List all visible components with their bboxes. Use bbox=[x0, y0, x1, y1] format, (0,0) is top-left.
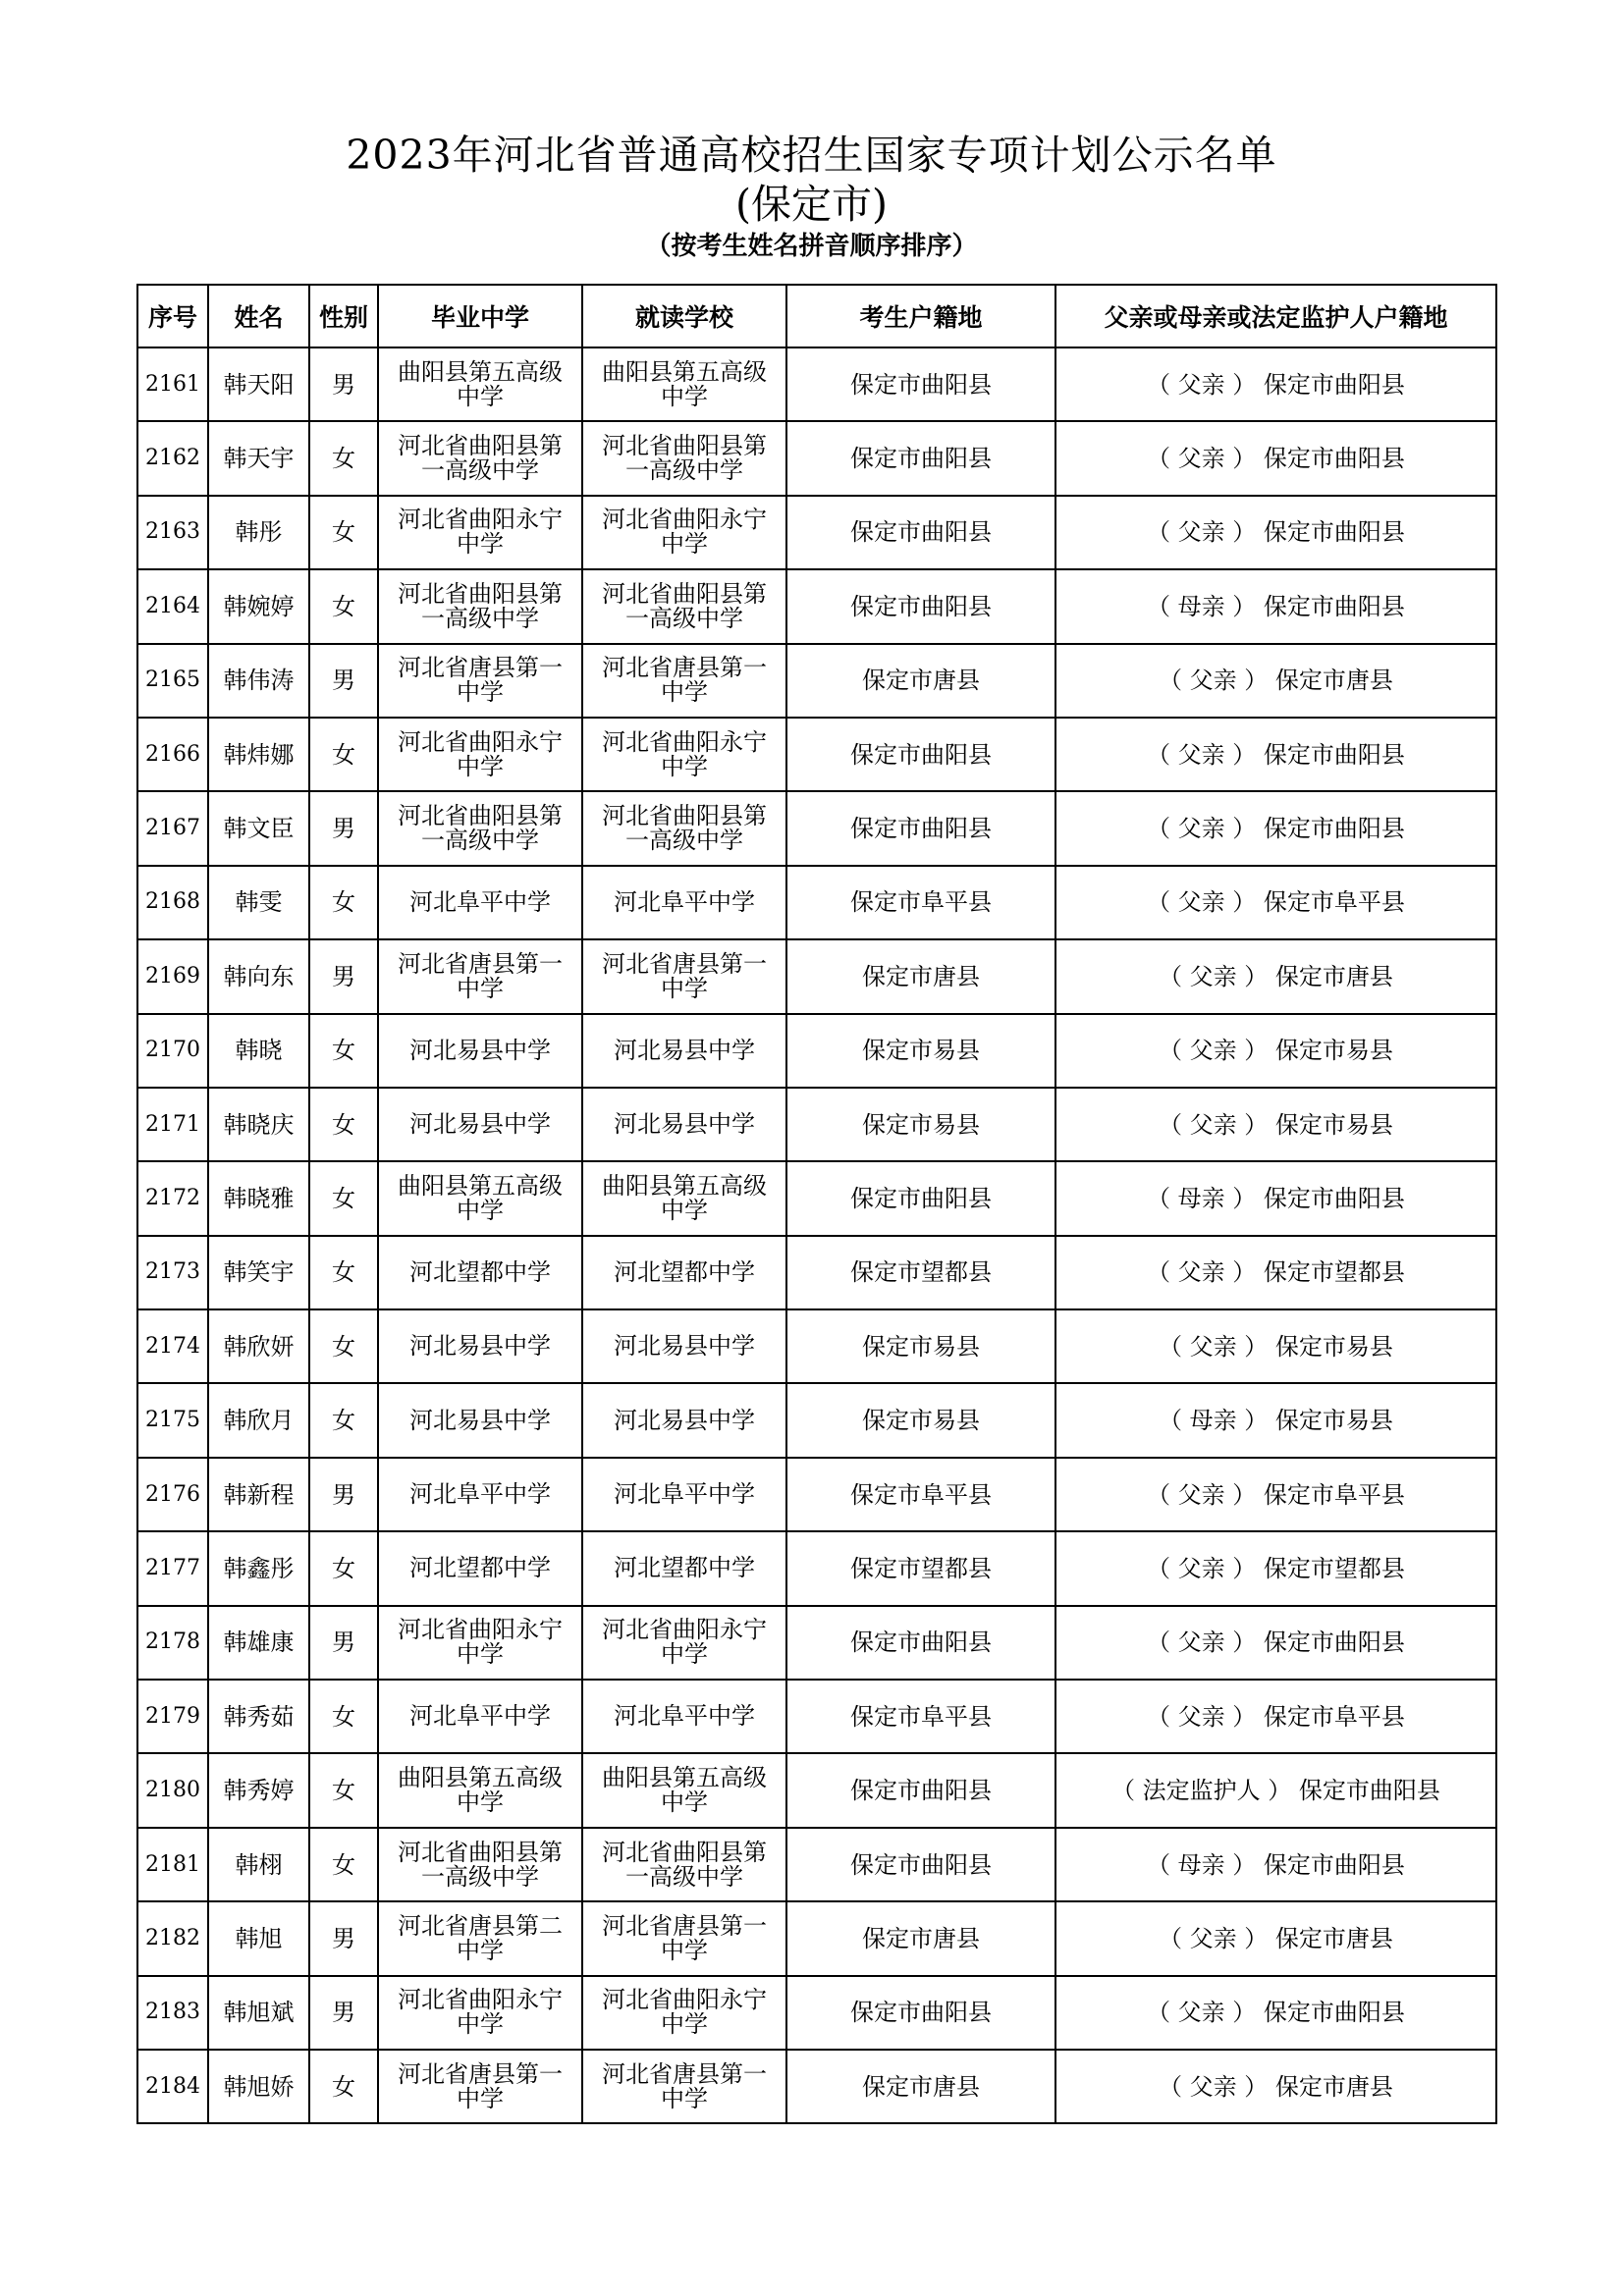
cell-grad-school: 河北省曲阳县第一高级中学 bbox=[378, 1828, 582, 1901]
col-header-no: 序号 bbox=[137, 285, 208, 347]
cell-gender: 女 bbox=[309, 1014, 378, 1088]
cell-grad-school: 河北望都中学 bbox=[378, 1531, 582, 1605]
cell-gender: 女 bbox=[309, 569, 378, 643]
cell-guardian-hukou: （ 法定监护人 ） 保定市曲阳县 bbox=[1055, 1753, 1496, 1827]
table-row bbox=[137, 1531, 1496, 1605]
cell-grad-school: 河北易县中学 bbox=[378, 1309, 582, 1383]
cell-study-school: 河北省曲阳县第一高级中学 bbox=[582, 791, 786, 865]
table-row bbox=[137, 1383, 1496, 1457]
cell-guardian-hukou: （ 父亲 ） 保定市唐县 bbox=[1055, 2050, 1496, 2123]
cell-study-school: 河北省唐县第一中学 bbox=[582, 644, 786, 718]
cell-study-school: 河北易县中学 bbox=[582, 1309, 786, 1383]
cell-guardian-hukou: （ 母亲 ） 保定市曲阳县 bbox=[1055, 1161, 1496, 1235]
cell-study-school: 曲阳县第五高级中学 bbox=[582, 1753, 786, 1827]
cell-study-school: 河北省曲阳县第一高级中学 bbox=[582, 1828, 786, 1901]
cell-name: 韩向东 bbox=[208, 939, 309, 1013]
table-row bbox=[137, 644, 1496, 718]
cell-guardian-hukou: （ 父亲 ） 保定市易县 bbox=[1055, 1088, 1496, 1161]
cell-study-school: 河北阜平中学 bbox=[582, 1680, 786, 1753]
cell-gender: 女 bbox=[309, 1531, 378, 1605]
cell-hukou: 保定市易县 bbox=[786, 1309, 1055, 1383]
cell-guardian-hukou: （ 父亲 ） 保定市唐县 bbox=[1055, 1901, 1496, 1975]
col-header-hukou: 考生户籍地 bbox=[786, 285, 1055, 347]
cell-grad-school: 河北易县中学 bbox=[378, 1014, 582, 1088]
cell-grad-school: 河北省唐县第一中学 bbox=[378, 939, 582, 1013]
cell-name: 韩栩 bbox=[208, 1828, 309, 1901]
cell-hukou: 保定市唐县 bbox=[786, 1901, 1055, 1975]
cell-guardian-hukou: （ 父亲 ） 保定市望都县 bbox=[1055, 1236, 1496, 1309]
cell-gender: 女 bbox=[309, 1753, 378, 1827]
table-body bbox=[137, 347, 1496, 2123]
cell-hukou: 保定市阜平县 bbox=[786, 866, 1055, 939]
cell-guardian-hukou: （ 父亲 ） 保定市曲阳县 bbox=[1055, 421, 1496, 495]
cell-name: 韩晓庆 bbox=[208, 1088, 309, 1161]
cell-guardian-hukou: （ 父亲 ） 保定市望都县 bbox=[1055, 1531, 1496, 1605]
cell-hukou: 保定市易县 bbox=[786, 1088, 1055, 1161]
cell-study-school: 河北望都中学 bbox=[582, 1531, 786, 1605]
col-header-gender: 性别 bbox=[309, 285, 378, 347]
cell-no: 2169 bbox=[137, 939, 208, 1013]
table-row bbox=[137, 1976, 1496, 2050]
table-row bbox=[137, 718, 1496, 791]
cell-gender: 女 bbox=[309, 496, 378, 569]
cell-guardian-hukou: （ 父亲 ） 保定市阜平县 bbox=[1055, 1680, 1496, 1753]
cell-study-school: 曲阳县第五高级中学 bbox=[582, 347, 786, 421]
cell-hukou: 保定市望都县 bbox=[786, 1236, 1055, 1309]
cell-no: 2172 bbox=[137, 1161, 208, 1235]
cell-study-school: 河北省曲阳永宁中学 bbox=[582, 718, 786, 791]
cell-name: 韩旭娇 bbox=[208, 2050, 309, 2123]
table-row bbox=[137, 1901, 1496, 1975]
cell-no: 2184 bbox=[137, 2050, 208, 2123]
cell-guardian-hukou: （ 父亲 ） 保定市阜平县 bbox=[1055, 1458, 1496, 1531]
cell-name: 韩欣月 bbox=[208, 1383, 309, 1457]
table-row bbox=[137, 866, 1496, 939]
cell-no: 2166 bbox=[137, 718, 208, 791]
cell-hukou: 保定市阜平县 bbox=[786, 1680, 1055, 1753]
cell-name: 韩彤 bbox=[208, 496, 309, 569]
cell-hukou: 保定市曲阳县 bbox=[786, 718, 1055, 791]
cell-guardian-hukou: （ 父亲 ） 保定市曲阳县 bbox=[1055, 1606, 1496, 1680]
cell-no: 2165 bbox=[137, 644, 208, 718]
cell-study-school: 河北望都中学 bbox=[582, 1236, 786, 1309]
table-row bbox=[137, 1014, 1496, 1088]
cell-grad-school: 曲阳县第五高级中学 bbox=[378, 347, 582, 421]
cell-no: 2170 bbox=[137, 1014, 208, 1088]
cell-no: 2177 bbox=[137, 1531, 208, 1605]
cell-gender: 男 bbox=[309, 939, 378, 1013]
cell-no: 2180 bbox=[137, 1753, 208, 1827]
cell-gender: 男 bbox=[309, 1606, 378, 1680]
cell-study-school: 河北省曲阳永宁中学 bbox=[582, 496, 786, 569]
cell-grad-school: 河北省曲阳永宁中学 bbox=[378, 496, 582, 569]
table-row bbox=[137, 1088, 1496, 1161]
cell-gender: 女 bbox=[309, 718, 378, 791]
cell-guardian-hukou: （ 父亲 ） 保定市唐县 bbox=[1055, 644, 1496, 718]
cell-study-school: 曲阳县第五高级中学 bbox=[582, 1161, 786, 1235]
cell-name: 韩笑宇 bbox=[208, 1236, 309, 1309]
cell-no: 2171 bbox=[137, 1088, 208, 1161]
cell-guardian-hukou: （ 父亲 ） 保定市唐县 bbox=[1055, 939, 1496, 1013]
cell-study-school: 河北省唐县第一中学 bbox=[582, 939, 786, 1013]
cell-guardian-hukou: （ 父亲 ） 保定市阜平县 bbox=[1055, 866, 1496, 939]
cell-name: 韩晓雅 bbox=[208, 1161, 309, 1235]
table-header-row bbox=[137, 285, 1496, 347]
cell-hukou: 保定市易县 bbox=[786, 1383, 1055, 1457]
cell-guardian-hukou: （ 母亲 ） 保定市曲阳县 bbox=[1055, 569, 1496, 643]
cell-study-school: 河北省曲阳县第一高级中学 bbox=[582, 569, 786, 643]
cell-gender: 女 bbox=[309, 1088, 378, 1161]
cell-name: 韩旭 bbox=[208, 1901, 309, 1975]
cell-study-school: 河北省唐县第一中学 bbox=[582, 1901, 786, 1975]
cell-name: 韩秀茹 bbox=[208, 1680, 309, 1753]
cell-no: 2162 bbox=[137, 421, 208, 495]
cell-no: 2163 bbox=[137, 496, 208, 569]
cell-no: 2183 bbox=[137, 1976, 208, 2050]
cell-hukou: 保定市唐县 bbox=[786, 644, 1055, 718]
cell-study-school: 河北易县中学 bbox=[582, 1014, 786, 1088]
table-row bbox=[137, 1236, 1496, 1309]
cell-name: 韩婉婷 bbox=[208, 569, 309, 643]
cell-gender: 男 bbox=[309, 1901, 378, 1975]
cell-name: 韩秀婷 bbox=[208, 1753, 309, 1827]
cell-gender: 女 bbox=[309, 2050, 378, 2123]
cell-no: 2168 bbox=[137, 866, 208, 939]
cell-gender: 女 bbox=[309, 866, 378, 939]
cell-gender: 女 bbox=[309, 1309, 378, 1383]
cell-grad-school: 河北省曲阳县第一高级中学 bbox=[378, 791, 582, 865]
cell-name: 韩文臣 bbox=[208, 791, 309, 865]
sort-note: （按考生姓名拼音顺序排序） bbox=[645, 232, 978, 261]
cell-hukou: 保定市曲阳县 bbox=[786, 791, 1055, 865]
cell-grad-school: 河北省唐县第一中学 bbox=[378, 644, 582, 718]
cell-gender: 女 bbox=[309, 1383, 378, 1457]
col-header-guardian-hukou: 父亲或母亲或法定监护人户籍地 bbox=[1055, 285, 1496, 347]
table-row bbox=[137, 1828, 1496, 1901]
cell-no: 2161 bbox=[137, 347, 208, 421]
table-row bbox=[137, 1458, 1496, 1531]
cell-grad-school: 河北阜平中学 bbox=[378, 1458, 582, 1531]
cell-no: 2176 bbox=[137, 1458, 208, 1531]
cell-gender: 女 bbox=[309, 1680, 378, 1753]
cell-grad-school: 河北省曲阳县第一高级中学 bbox=[378, 569, 582, 643]
table-row bbox=[137, 1680, 1496, 1753]
table-row bbox=[137, 791, 1496, 865]
cell-name: 韩雯 bbox=[208, 866, 309, 939]
col-header-study-school: 就读学校 bbox=[582, 285, 786, 347]
cell-hukou: 保定市曲阳县 bbox=[786, 1828, 1055, 1901]
cell-no: 2178 bbox=[137, 1606, 208, 1680]
cell-hukou: 保定市易县 bbox=[786, 1014, 1055, 1088]
cell-grad-school: 河北阜平中学 bbox=[378, 866, 582, 939]
document-title: 2023年河北省普通高校招生国家专项计划公示名单 bbox=[346, 132, 1277, 179]
cell-grad-school: 河北望都中学 bbox=[378, 1236, 582, 1309]
cell-hukou: 保定市唐县 bbox=[786, 939, 1055, 1013]
cell-hukou: 保定市曲阳县 bbox=[786, 1976, 1055, 2050]
cell-no: 2173 bbox=[137, 1236, 208, 1309]
cell-study-school: 河北易县中学 bbox=[582, 1383, 786, 1457]
cell-hukou: 保定市唐县 bbox=[786, 2050, 1055, 2123]
cell-guardian-hukou: （ 父亲 ） 保定市易县 bbox=[1055, 1309, 1496, 1383]
cell-grad-school: 曲阳县第五高级中学 bbox=[378, 1161, 582, 1235]
cell-study-school: 河北易县中学 bbox=[582, 1088, 786, 1161]
table-row bbox=[137, 496, 1496, 569]
table-row bbox=[137, 1753, 1496, 1827]
cell-grad-school: 河北省曲阳永宁中学 bbox=[378, 1606, 582, 1680]
cell-name: 韩天阳 bbox=[208, 347, 309, 421]
cell-guardian-hukou: （ 母亲 ） 保定市易县 bbox=[1055, 1383, 1496, 1457]
table-row bbox=[137, 939, 1496, 1013]
cell-gender: 女 bbox=[309, 421, 378, 495]
table-row bbox=[137, 347, 1496, 421]
table-row bbox=[137, 1606, 1496, 1680]
cell-grad-school: 河北省曲阳永宁中学 bbox=[378, 718, 582, 791]
cell-study-school: 河北省曲阳县第一高级中学 bbox=[582, 421, 786, 495]
table-row bbox=[137, 1161, 1496, 1235]
table-row bbox=[137, 2050, 1496, 2123]
cell-grad-school: 河北易县中学 bbox=[378, 1383, 582, 1457]
cell-hukou: 保定市阜平县 bbox=[786, 1458, 1055, 1531]
cell-name: 韩天宇 bbox=[208, 421, 309, 495]
roster-table bbox=[136, 284, 1497, 2124]
cell-no: 2179 bbox=[137, 1680, 208, 1753]
cell-grad-school: 河北省曲阳永宁中学 bbox=[378, 1976, 582, 2050]
table-row bbox=[137, 569, 1496, 643]
cell-gender: 女 bbox=[309, 1236, 378, 1309]
cell-no: 2181 bbox=[137, 1828, 208, 1901]
cell-hukou: 保定市曲阳县 bbox=[786, 1161, 1055, 1235]
cell-no: 2175 bbox=[137, 1383, 208, 1457]
cell-hukou: 保定市曲阳县 bbox=[786, 1753, 1055, 1827]
col-header-name: 姓名 bbox=[208, 285, 309, 347]
document-subtitle: (保定市) bbox=[735, 181, 888, 228]
cell-name: 韩新程 bbox=[208, 1458, 309, 1531]
cell-hukou: 保定市曲阳县 bbox=[786, 569, 1055, 643]
cell-gender: 女 bbox=[309, 1161, 378, 1235]
cell-study-school: 河北省唐县第一中学 bbox=[582, 2050, 786, 2123]
cell-guardian-hukou: （ 父亲 ） 保定市易县 bbox=[1055, 1014, 1496, 1088]
cell-guardian-hukou: （ 父亲 ） 保定市曲阳县 bbox=[1055, 791, 1496, 865]
cell-guardian-hukou: （ 母亲 ） 保定市曲阳县 bbox=[1055, 1828, 1496, 1901]
cell-name: 韩雄康 bbox=[208, 1606, 309, 1680]
cell-gender: 男 bbox=[309, 1458, 378, 1531]
table-row bbox=[137, 421, 1496, 495]
cell-name: 韩伟涛 bbox=[208, 644, 309, 718]
cell-guardian-hukou: （ 父亲 ） 保定市曲阳县 bbox=[1055, 718, 1496, 791]
cell-study-school: 河北阜平中学 bbox=[582, 866, 786, 939]
cell-hukou: 保定市曲阳县 bbox=[786, 496, 1055, 569]
cell-grad-school: 河北省唐县第二中学 bbox=[378, 1901, 582, 1975]
cell-hukou: 保定市望都县 bbox=[786, 1531, 1055, 1605]
cell-guardian-hukou: （ 父亲 ） 保定市曲阳县 bbox=[1055, 496, 1496, 569]
cell-hukou: 保定市曲阳县 bbox=[786, 347, 1055, 421]
cell-grad-school: 河北阜平中学 bbox=[378, 1680, 582, 1753]
cell-hukou: 保定市曲阳县 bbox=[786, 1606, 1055, 1680]
cell-gender: 男 bbox=[309, 347, 378, 421]
cell-no: 2164 bbox=[137, 569, 208, 643]
cell-hukou: 保定市曲阳县 bbox=[786, 421, 1055, 495]
cell-study-school: 河北阜平中学 bbox=[582, 1458, 786, 1531]
cell-guardian-hukou: （ 父亲 ） 保定市曲阳县 bbox=[1055, 347, 1496, 421]
cell-grad-school: 河北省曲阳县第一高级中学 bbox=[378, 421, 582, 495]
cell-no: 2182 bbox=[137, 1901, 208, 1975]
cell-guardian-hukou: （ 父亲 ） 保定市曲阳县 bbox=[1055, 1976, 1496, 2050]
cell-grad-school: 曲阳县第五高级中学 bbox=[378, 1753, 582, 1827]
cell-name: 韩炜娜 bbox=[208, 718, 309, 791]
cell-study-school: 河北省曲阳永宁中学 bbox=[582, 1606, 786, 1680]
cell-no: 2174 bbox=[137, 1309, 208, 1383]
cell-gender: 女 bbox=[309, 1828, 378, 1901]
cell-study-school: 河北省曲阳永宁中学 bbox=[582, 1976, 786, 2050]
col-header-grad-school: 毕业中学 bbox=[378, 285, 582, 347]
cell-grad-school: 河北易县中学 bbox=[378, 1088, 582, 1161]
cell-name: 韩旭斌 bbox=[208, 1976, 309, 2050]
cell-grad-school: 河北省唐县第一中学 bbox=[378, 2050, 582, 2123]
cell-name: 韩鑫彤 bbox=[208, 1531, 309, 1605]
cell-name: 韩晓 bbox=[208, 1014, 309, 1088]
cell-no: 2167 bbox=[137, 791, 208, 865]
cell-gender: 男 bbox=[309, 1976, 378, 2050]
cell-gender: 男 bbox=[309, 791, 378, 865]
table-row bbox=[137, 1309, 1496, 1383]
cell-name: 韩欣妍 bbox=[208, 1309, 309, 1383]
cell-gender: 男 bbox=[309, 644, 378, 718]
